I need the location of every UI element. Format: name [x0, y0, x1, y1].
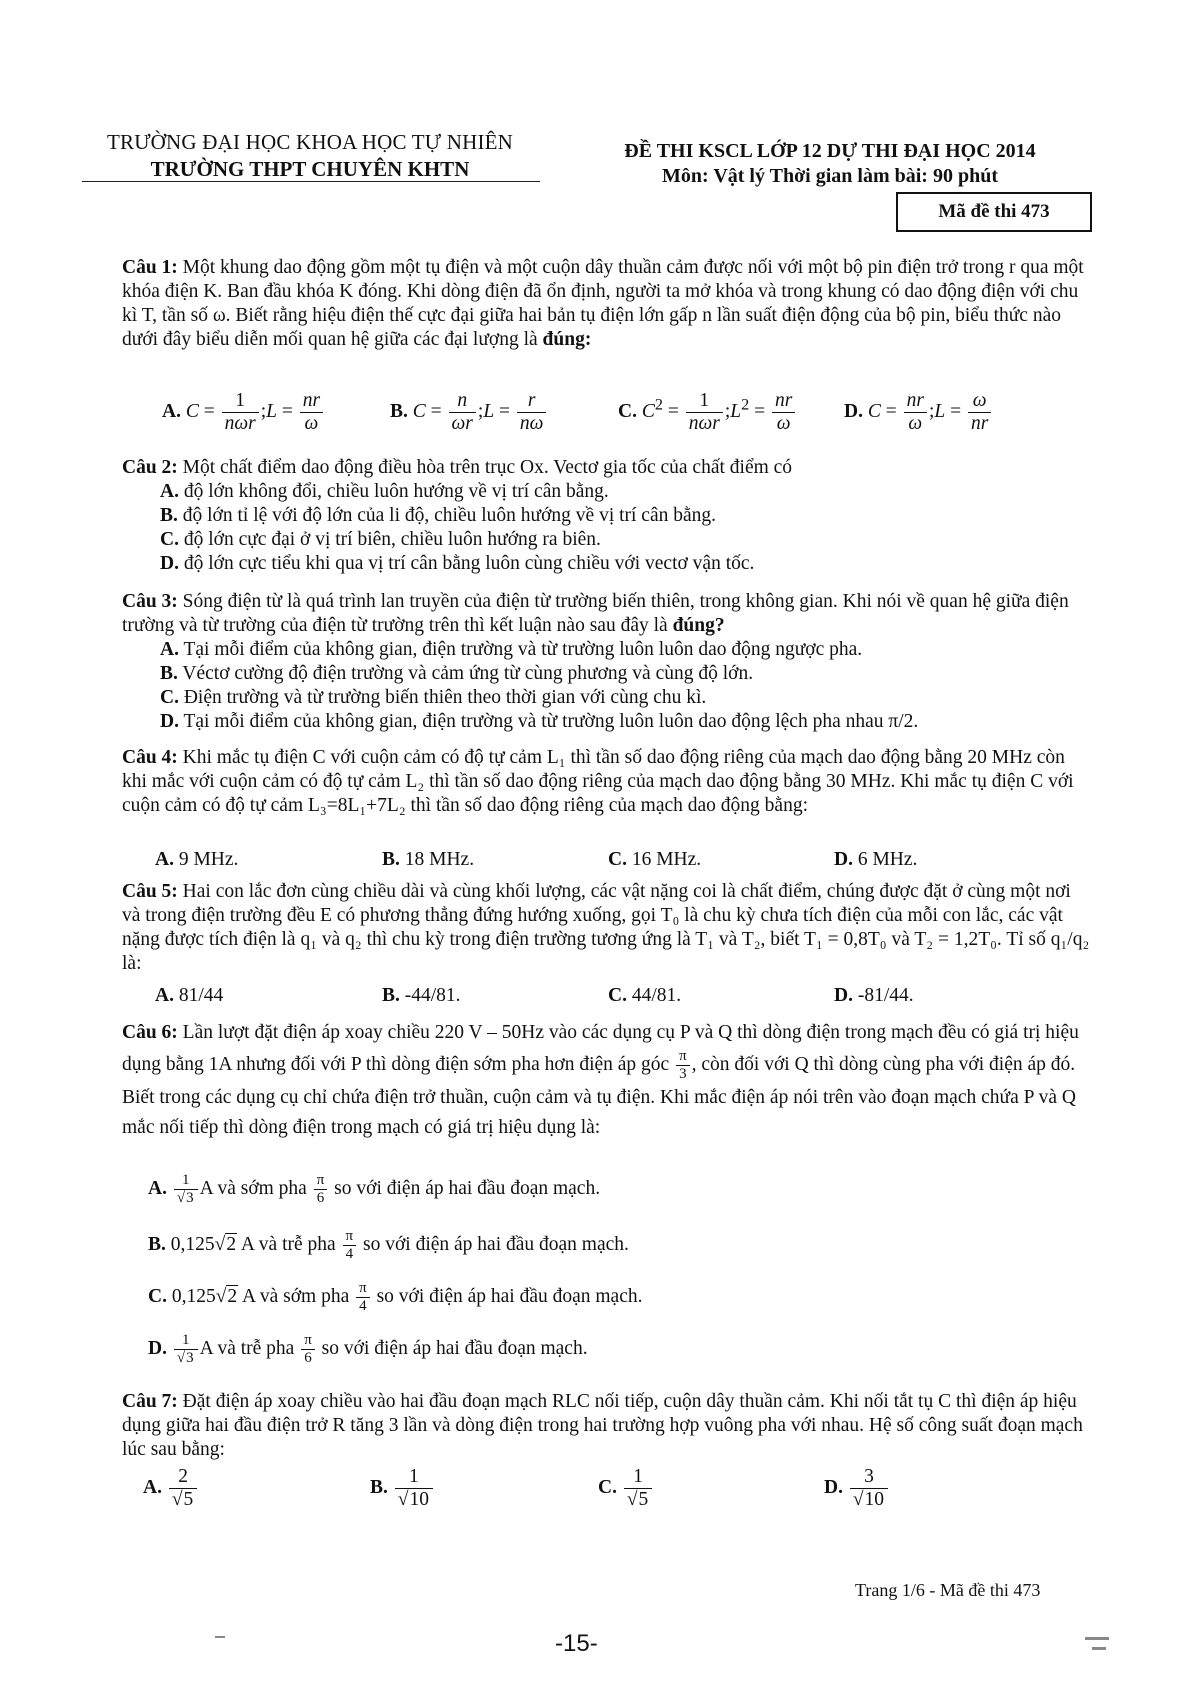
q5-option-c: C. 44/81.	[608, 985, 682, 1006]
page-label: Trang 1/6 - Mã đề thi 473	[855, 1580, 1041, 1600]
q6-option-a: A. $\frac{1}{√3}$ A và sớm pha $\frac{\pi}{6}$ so với điện áp hai đầu đoạn mạch.	[148, 1172, 601, 1206]
q6-option-c: C. 0,125√2 A và sớm pha $\frac{\pi}{4}$ so với điện áp hai đầu đoạn mạch.	[148, 1280, 643, 1314]
question-label: Câu 1:	[122, 257, 178, 278]
q2-option-a: A. độ lớn không đổi, chiều luôn hướng về vị trí cân bằng.	[160, 481, 609, 502]
university-name: TRƯỜNG ĐẠI HỌC KHOA HỌC TỰ NHIÊN	[106, 130, 514, 154]
question-2: Câu 2: Một chất điểm dao động điều hòa trên trục Ox. Vectơ gia tốc của chất điểm có A. độ lớn không đổi, chiều luôn hướng về vị trí cân bằng. B. độ lớn tỉ lệ với độ lớn của li độ, chiều luôn hướng về vị trí cân bằng. C. độ lớn cực đại ở vị trí biên, chiều luôn hướng ra biên. D. độ lớn cực tiểu khi qua vị trí cân bằng luôn cùng chiều với vectơ vận tốc.	[122, 456, 1092, 576]
exam-header	[580, 140, 1080, 188]
question-5: Câu 5: Hai con lắc đơn cùng chiều dài và cùng khối lượng, các vật nặng coi là chất điểm, chúng được đặt ở cùng một nơi và trong điện trường đều E có phương thẳng đứng hướng xuống, gọi T₀ là chu kỳ chưa tích điện của mỗi con lắc, các vật nặng được tích điện là q₁ và q₂ thì chu kỳ trong điện trường tương ứng là T₁ và T₂, biết T₁ = 0,8T₀ và T₂ = 1,2T₀. Tỉ số q₁/q₂ là:	[122, 881, 1090, 974]
q4-option-d: D. 6 MHz.	[834, 849, 918, 870]
q2-option-b: B. độ lớn tỉ lệ với độ lớn của li độ, chiều luôn hướng về vị trí cân bằng.	[160, 505, 717, 526]
question-emphasis: đúng:	[542, 329, 592, 350]
q1-option-b: B. C = $\frac{n}{\omega r}$ ;L = $\frac{r}{n\omega}$	[390, 390, 548, 435]
q2-option-c: C. độ lớn cực đại ở vị trí biên, chiều luôn hướng ra biên.	[160, 529, 601, 550]
q1-option-d: D. C = $\frac{nr}{\omega}$ ;L = $\frac{\omega}{nr}$	[844, 390, 993, 435]
q7-option-c: C. $\frac{1}{√5}$	[598, 1466, 654, 1511]
page-number: -15-	[555, 1630, 598, 1657]
question-7: Câu 7: Đặt điện áp xoay chiều vào hai đầu đoạn mạch RLC nối tiếp, cuộn dây thuần cảm. Khi nối tắt tụ C thì điện áp hiệu dụng giữa hai đầu điện trở R tăng 3 lần và dòng điện trong hai trường hợp vuông pha với nhau. Hệ số công suất đoạn mạch lúc sau bằng:	[122, 1391, 1083, 1460]
q3-option-c: C. Điện trường và từ trường biến thiên theo thời gian với cùng chu kì.	[160, 687, 707, 708]
q6-option-b: B. 0,125√2 A và trễ pha $\frac{\pi}{4}$ so với điện áp hai đầu đoạn mạch.	[148, 1228, 629, 1262]
scan-speck	[1085, 1637, 1109, 1640]
header-underline	[82, 181, 540, 182]
q5-option-a: A. 81/44	[155, 985, 224, 1006]
q3-option-b: B. Véctơ cường độ điện trường và cảm ứng từ cùng phương và cùng độ lớn.	[160, 663, 754, 684]
q5-option-d: D. -81/44.	[834, 985, 914, 1006]
question-4: Câu 4: Khi mắc tụ điện C với cuộn cảm có độ tự cảm L₁ thì tần số dao động riêng của mạch dao động bằng 20 MHz còn khi mắc với cuộn cảm có độ tự cảm L₂ thì tần số dao động riêng của mạch dao động bằng 30 MHz. Khi mắc tụ điện C với cuộn cảm có độ tự cảm L₃=8L₁+7L₂ thì tần số dao động riêng của mạch dao động bằng:	[122, 747, 1074, 816]
exam-code-box: Mã đề thi 473	[896, 192, 1092, 232]
q4-option-c: C. 16 MHz.	[608, 849, 702, 870]
q3-option-d: D. Tại mỗi điểm của không gian, điện trường và từ trường luôn luôn dao động lệch pha nhau π/2.	[160, 711, 919, 732]
q7-option-d: D. $\frac{3}{√10}$	[824, 1466, 890, 1511]
scan-speck	[1092, 1647, 1106, 1650]
q3-option-a: A. Tại mỗi điểm của không gian, điện trường và từ trường luôn luôn dao động ngược pha.	[160, 639, 863, 660]
school-name: TRƯỜNG THPT CHUYÊN KHTN	[150, 157, 470, 181]
q6-option-d: D. $\frac{1}{√3}$ A và trễ pha $\frac{\pi}{6}$ so với điện áp hai đầu đoạn mạch.	[148, 1332, 588, 1366]
q7-option-a: A. $\frac{2}{√5}$	[143, 1466, 199, 1511]
question-3: Câu 3: Sóng điện từ là quá trình lan truyền của điện từ trường biến thiên, trong không gian. Khi nói về quan hệ giữa điện trường và từ trường của điện từ trường trên thì kết luận nào sau đây là đúng? A. Tại mỗi điểm của không gian, điện trường và từ trường luôn luôn dao động ngược pha. B. Véctơ cường độ điện trường và cảm ứng từ cùng phương và cùng độ lớn. C. Điện trường và từ trường biến thiên theo thời gian với cùng chu kì. D. Tại mỗi điểm của không gian, điện trường và từ trường luôn luôn dao động lệch pha nhau π/2.	[122, 590, 1092, 734]
question-1	[122, 256, 1092, 352]
question-text: Một khung dao động gồm một tụ điện và một cuộn dây thuần cảm được nối với một bộ pin điện trở trong r qua một khóa điện K. Ban đầu khóa K đóng. Khi dòng điện đã ổn định, người ta mở khóa và trong khung có dao động điện với chu kì T, tần số ω. Biết rằng hiệu điện thế cực đại giữa hai bản tụ điện lớn gấp n lần suất điện động của bộ pin, biểu thức nào dưới đây biểu diễn mối quan hệ giữa các đại lượng là	[122, 257, 1084, 350]
q1-option-a: A. C = $\frac{1}{\text{nωr}}$ ;L = $\frac{nr}{\omega}$	[162, 390, 325, 435]
q5-option-b: B. -44/81.	[382, 985, 461, 1006]
q4-option-b: B. 18 MHz.	[382, 849, 475, 870]
subject-line: Môn: Vật lý Thời gian làm bài: 90 phút	[662, 165, 998, 187]
q2-option-d: D. độ lớn cực tiểu khi qua vị trí cân bằng luôn cùng chiều với vectơ vận tốc.	[160, 553, 755, 574]
q4-option-a: A. 9 MHz.	[155, 849, 239, 870]
scan-speck	[215, 1636, 225, 1638]
school-header	[80, 130, 540, 182]
pi-over-3: $\frac{\pi}{3}$	[676, 1048, 690, 1083]
exam-title: ĐỀ THI KSCL LỚP 12 DỰ THI ĐẠI HỌC 2014	[624, 140, 1036, 162]
question-6: Câu 6: Lần lượt đặt điện áp xoay chiều 220 V – 50Hz vào các dụng cụ P và Q thì dòng điện trong mạch đều có giá trị hiệu dụng bằng 1A nhưng đối với P thì dòng điện sớm pha hơn điện áp góc $\frac{\pi}{3}$ , còn đối với Q thì dòng cùng pha với điện áp đó. Biết trong các dụng cụ chỉ chứa điện trở thuần, cuộn cảm và tụ điện. Khi mắc điện áp nói trên vào đoạn mạch chứa P và Q mắc nối tiếp thì dòng điện trong mạch có giá trị hiệu dụng là:	[122, 1022, 1079, 1138]
q1-option-c: C. $C^2$ = $\frac{1}{\text{nωr}}$ $;L^2$ = $\frac{nr}{\omega}$	[618, 390, 797, 435]
q7-option-b: B. $\frac{1}{√10}$	[370, 1466, 435, 1511]
